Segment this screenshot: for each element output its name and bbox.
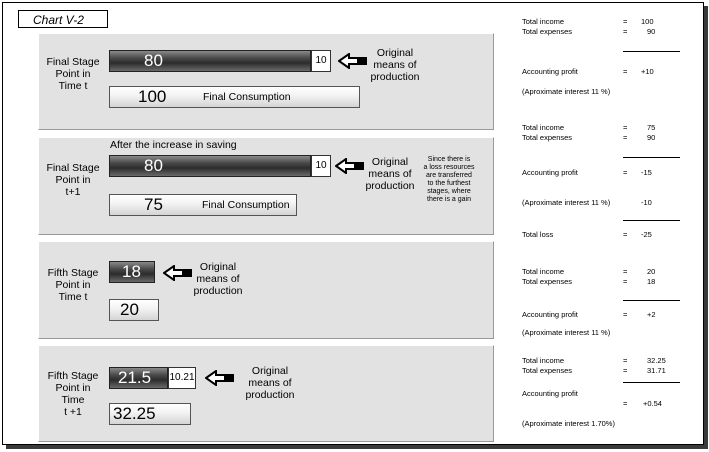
loss-value: -25 [641, 230, 652, 239]
income-eq: = [623, 123, 628, 132]
interest-note: (Aproximate interest 11 %) [522, 328, 611, 337]
bar-value: 80 [144, 156, 163, 175]
production-bar [109, 261, 155, 283]
after-saving-note: After the increase in saving [110, 139, 237, 151]
production-bar [109, 50, 311, 72]
expenses-label: Total expenses [522, 133, 573, 142]
expenses-value: 90 [647, 133, 656, 142]
panel-label: Final Stage Point in Time t [46, 56, 100, 92]
expenses-label: Total expenses [522, 27, 573, 36]
panel-label: Final Stage Point in t+1 [46, 162, 100, 198]
left-arrow-icon [205, 370, 235, 386]
consumption-value: 75 [144, 195, 163, 214]
bar-value: 80 [144, 51, 163, 70]
panel-fifth-stage-t1 [38, 345, 494, 442]
final-consumption-bar [109, 299, 159, 321]
income-value: 20 [647, 267, 656, 276]
profit-value: +10 [641, 67, 654, 76]
income-eq: = [623, 17, 628, 26]
final-consumption-bar [109, 403, 191, 425]
chart-frame [2, 2, 704, 445]
profit-eq: = [623, 168, 628, 177]
bar-value: 21.5 [118, 368, 152, 387]
income-value: 32.25 [647, 356, 666, 365]
profit-value: -15 [641, 168, 652, 177]
loss-eq: = [623, 230, 628, 239]
production-bar [109, 155, 311, 177]
profit-value: +0.54 [643, 399, 662, 408]
original-means-value: 10 [311, 50, 331, 72]
original-means-label: Original means of production [193, 261, 243, 297]
consumption-value: 100 [138, 87, 167, 106]
original-means-label: Original means of production [245, 365, 295, 401]
profit-label: Accounting profit [522, 67, 578, 76]
consumption-value: 20 [120, 300, 139, 319]
income-label: Total income [522, 356, 565, 365]
final-consumption-bar [109, 86, 360, 108]
final-consumption-bar [109, 194, 297, 216]
income-label: Total income [522, 17, 565, 26]
expenses-eq: = [623, 27, 628, 36]
income-label: Total income [522, 267, 565, 276]
sum-rule [623, 220, 680, 221]
chart-title: Chart V-2 [18, 10, 108, 28]
profit-label: Accounting profit [522, 310, 578, 319]
left-arrow-icon [338, 53, 368, 69]
original-means-value: 10.21 [168, 367, 196, 389]
profit-value: +2 [647, 310, 656, 319]
original-means-label: Original means of production [365, 156, 415, 192]
interest-note: (Aproximate interest 11 %) [522, 87, 611, 96]
panel-label: Fifth Stage Point in Time t +1 [47, 370, 99, 418]
income-eq: = [623, 267, 628, 276]
production-bar [109, 367, 168, 389]
sum-rule [623, 382, 680, 383]
consumption-value: 32.25 [113, 404, 156, 423]
expenses-label: Total expenses [522, 277, 573, 286]
interest-value: -10 [641, 198, 652, 207]
bar-value: 18 [122, 262, 141, 281]
consumption-caption: Final Consumption [202, 199, 290, 211]
expenses-eq: = [623, 366, 628, 375]
profit-eq: = [623, 399, 628, 408]
income-value: 75 [647, 123, 656, 132]
sum-rule [623, 157, 680, 158]
panel-fifth-stage-t [38, 241, 494, 339]
panel-final-stage-t1 [38, 137, 494, 235]
panel-label: Fifth Stage Point in Time t [47, 267, 99, 303]
original-means-value: 10 [311, 155, 331, 177]
original-means-label: Original means of production [370, 47, 420, 83]
interest-note: (Aproximate interest 11 %) [522, 198, 611, 207]
profit-label: Accounting profit [522, 389, 578, 398]
expenses-value: 31.71 [647, 366, 666, 375]
expenses-label: Total expenses [522, 366, 573, 375]
expenses-eq: = [623, 277, 628, 286]
sum-rule [623, 51, 680, 52]
expenses-eq: = [623, 133, 628, 142]
profit-eq: = [623, 310, 628, 319]
panel-final-stage-t [38, 33, 494, 130]
profit-eq: = [623, 67, 628, 76]
sum-rule [623, 300, 680, 301]
income-eq: = [623, 356, 628, 365]
interest-note: (Aproximate interest 1.70%) [522, 419, 615, 428]
expenses-value: 90 [647, 27, 656, 36]
loss-transfer-note: Since there is a loss resources are transferred to the furthest stages, where there is a gain [423, 156, 475, 203]
expenses-value: 18 [647, 277, 656, 286]
income-label: Total income [522, 123, 565, 132]
consumption-caption: Final Consumption [203, 91, 291, 103]
income-value: 100 [641, 17, 654, 26]
profit-label: Accounting profit [522, 168, 578, 177]
loss-label: Total loss [522, 230, 554, 239]
